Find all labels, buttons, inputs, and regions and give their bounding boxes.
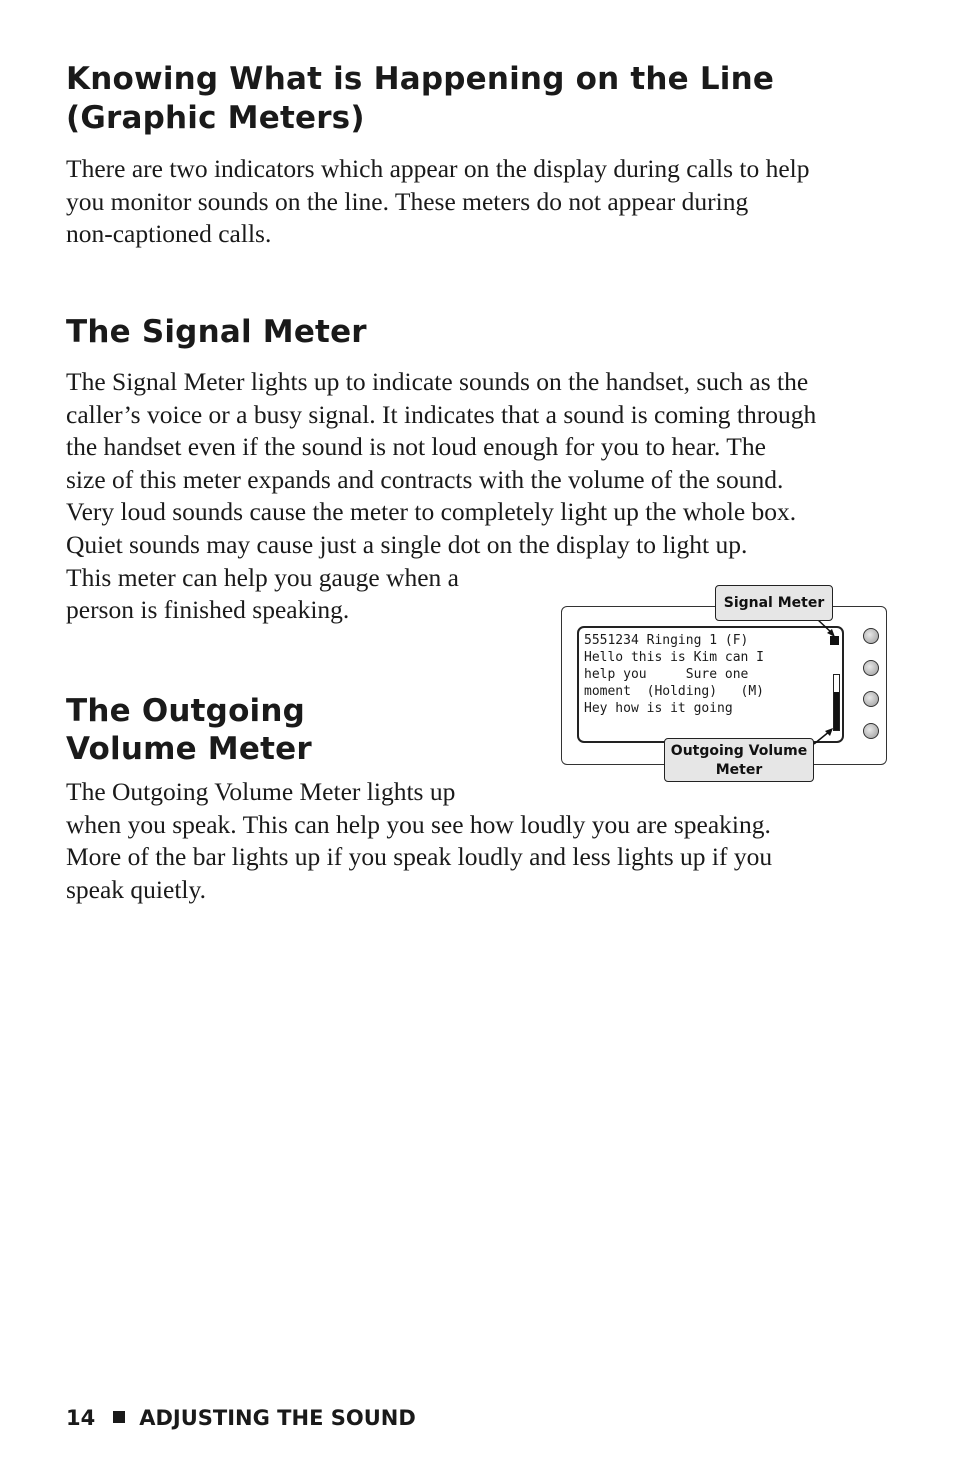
text-line: The Signal Meter lights up to indicate sounds on the handset, such as the [66,367,809,396]
text-line: non-captioned calls. [66,219,272,249]
square-bullet-icon [113,1411,125,1423]
text-line: Very loud sounds cause the meter to completely light up the whole box. [66,497,797,527]
display-figure [560,582,890,788]
signal-meter-heading: The Signal Meter [66,314,367,350]
outgoing-volume-callout [664,738,814,782]
screen-line: Hello this is Kim can I [584,650,765,665]
screen-line: 5551234 Ringing 1 (F) [584,633,749,648]
page-footer [66,1406,416,1430]
screen-line: help you Sure one [584,667,749,682]
screen-line: Hey how is it going [584,701,733,716]
text-line: you monitor sounds on the line. These meters do not appear during [66,186,749,216]
signal-meter-callout: Signal Meter [715,585,833,621]
screen-line: moment (Holding) (M) [584,684,765,699]
intro-paragraph [66,153,810,251]
text-line: More of the bar lights up if you speak loudly and less lights up if you [66,842,773,872]
outgoing-meter-heading [66,692,312,768]
text-line: the handset even if the sound is not loud enough for you to hear. The [66,432,766,462]
text-line: The Outgoing Volume Meter lights up [66,777,456,806]
text-line: speak quietly. [66,874,206,904]
callout-line: Meter [715,762,763,778]
page-title-line: Knowing What is Happening on the Line [66,61,775,97]
text-line: size of this meter expands and contracts with the volume of the sound. [66,464,784,494]
page-number: 14 [66,1406,96,1430]
footer-section-title: ADJUSTING THE SOUND [139,1406,416,1430]
heading-line: Volume Meter [66,731,312,767]
page-title-line: (Graphic Meters) [66,100,365,136]
text-line: caller’s voice or a busy signal. It indicates that a sound is coming through [66,399,817,429]
heading-line: The Outgoing [66,693,306,729]
outgoing-meter-paragraph [66,776,772,906]
text-line: This meter can help you gauge when a [66,562,459,592]
text-line: There are two indicators which appear on the display during calls to help [66,154,810,183]
text-line: when you speak. This can help you see how loudly you are speaking. [66,809,771,839]
callout-line: Outgoing Volume [670,743,808,759]
page-title [66,60,906,138]
text-line: Quiet sounds may cause just a single dot on the display to light up. [66,529,748,559]
text-line: person is finished speaking. [66,595,350,625]
